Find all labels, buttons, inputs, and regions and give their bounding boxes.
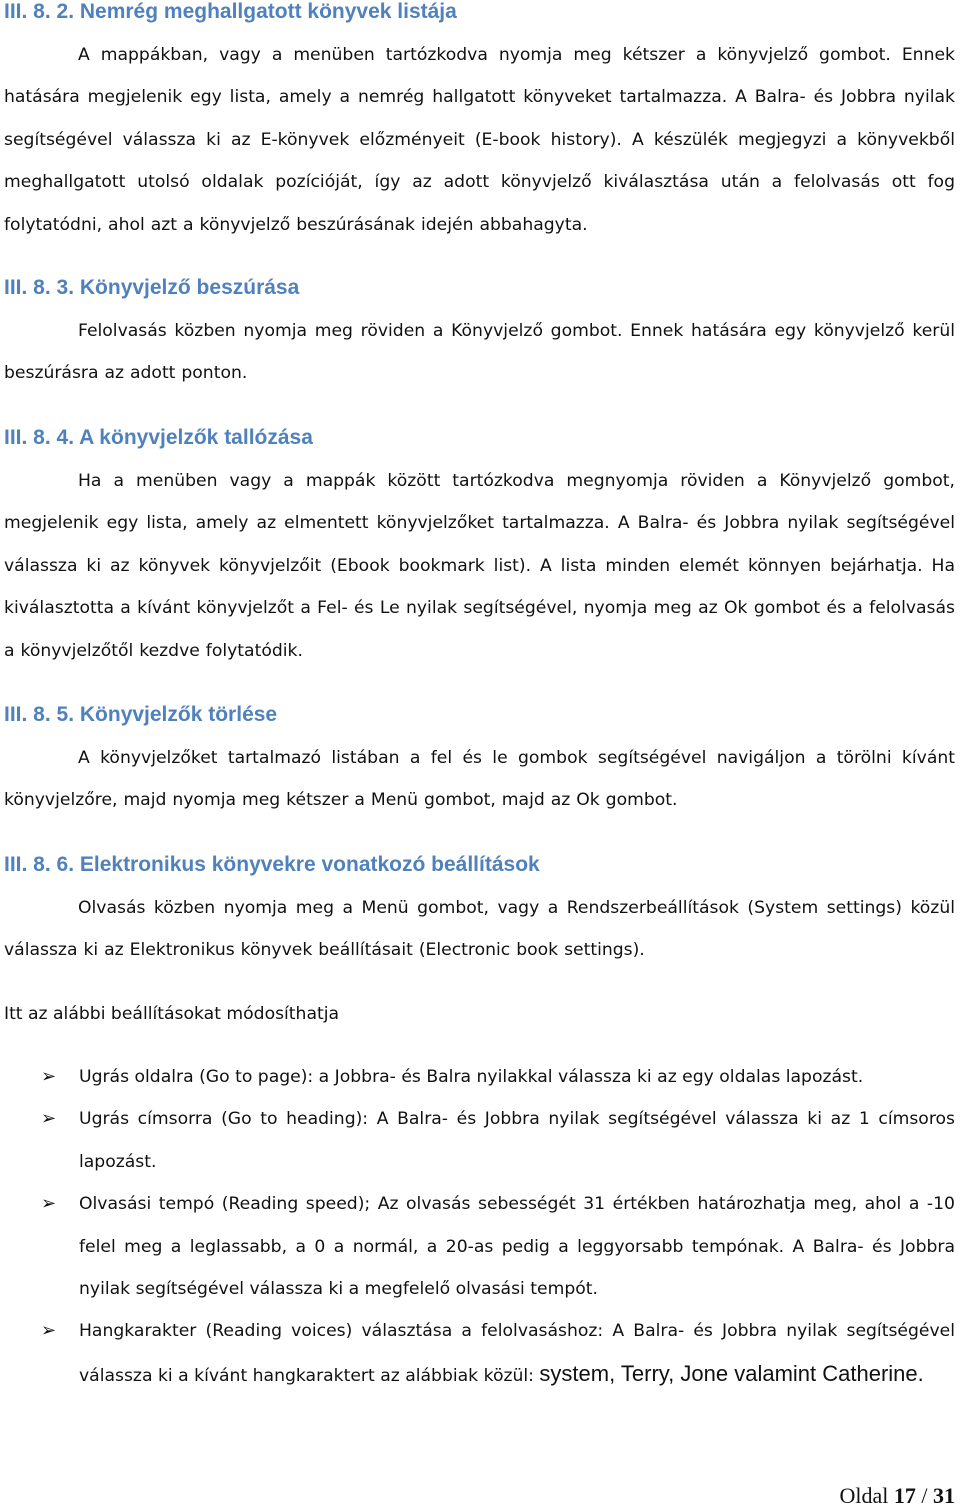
bullet-item-reading-speed bbox=[0, 1183, 955, 1310]
section-paragraph-8-3 bbox=[4, 310, 955, 395]
paragraph-text: A mappákban, vagy a menüben tartózkodva nyomja meg kétszer a könyvjelző gombot. Ennek hatására megjelenik egy lista, amely a nemrég hallgatott könyveket tartalmazza. A Balra- és Jobbra nyilak segítségével válassza ki az E-könyvek előzményeit (E-book history). A készülék megjegyzi a könyvekből meghallgatott utolsó oldalak pozícióját, így az adott könyvjelző kiválasztása után a felolvasás ott fog folytatódni, ahol azt a könyvjelző beszúrásának idején abbahagyta. bbox=[4, 45, 955, 235]
bullet-text: Ugrás címsorra (Go to heading): A Balra- és Jobbra nyilak segítségével válassza ki az 1 címsoros lapozást. bbox=[79, 1109, 955, 1172]
arrow-bullet-icon: ➢ bbox=[41, 1066, 57, 1087]
section-paragraph-8-2 bbox=[4, 34, 955, 246]
total-page-number: 31 bbox=[933, 1483, 955, 1508]
bullet-text: Hangkarakter (Reading voices) választása a felolvasáshoz: A Balra- és Jobbra nyilak segítségével válassza ki a kívánt hangkaraktert az alábbiak közül: bbox=[79, 1321, 955, 1386]
page-label: Oldal bbox=[839, 1483, 889, 1508]
section-paragraph-8-4 bbox=[4, 460, 955, 672]
section-heading-8-4: III. 8. 4. A könyvjelzők tallózása bbox=[4, 426, 313, 449]
bullet-item-reading-voices bbox=[0, 1310, 955, 1397]
section-heading-8-2: III. 8. 2. Nemrég meghallgatott könyvek listája bbox=[4, 0, 457, 23]
bullet-text: Olvasási tempó (Reading speed); Az olvasás sebességét 31 értékben határozhatja meg, ahol a -10 felel meg a leglassabb, a 0 a normál, a 20-as pedig a leggyorsabb tempónak. A Balra- és Jobbra nyilak segítségével válassza ki a megfelelő olvasási tempót. bbox=[79, 1194, 955, 1300]
settings-intro-line: Itt az alábbi beállításokat módosíthatja bbox=[4, 1004, 340, 1024]
paragraph-text: A könyvjelzőket tartalmazó listában a fel és le gombok segítségével navigáljon a törölni kívánt könyvjelzőre, majd nyomja meg kétszer a Menü gombot, majd az Ok gombot. bbox=[4, 748, 955, 811]
arrow-bullet-icon: ➢ bbox=[41, 1108, 57, 1130]
arrow-bullet-icon: ➢ bbox=[41, 1320, 57, 1342]
voice-list-text: system, Terry, Jone valamint Catherine. bbox=[539, 1360, 924, 1386]
page-separator: / bbox=[921, 1483, 928, 1508]
section-paragraph-8-6 bbox=[4, 887, 955, 972]
current-page-number: 17 bbox=[893, 1483, 916, 1508]
section-heading-8-3: III. 8. 3. Könyvjelző beszúrása bbox=[4, 276, 300, 299]
section-paragraph-8-5 bbox=[4, 737, 955, 822]
page-number-footer bbox=[839, 1484, 955, 1508]
bullet-item-go-to-page bbox=[0, 1056, 955, 1098]
section-heading-8-5: III. 8. 5. Könyvjelzők törlése bbox=[4, 703, 278, 726]
bullet-text: Ugrás oldalra (Go to page): a Jobbra- és Balra nyilakkal válassza ki az egy oldalas lapozást. bbox=[79, 1067, 864, 1087]
paragraph-text: Olvasás közben nyomja meg a Menü gombot, vagy a Rendszerbeállítások (System settings) közül válassza ki az Elektronikus könyvek beállításait (Electronic book settings). bbox=[4, 898, 955, 961]
paragraph-text: Felolvasás közben nyomja meg röviden a Könyvjelző gombot. Ennek hatására egy könyvjelző kerül beszúrásra az adott ponton. bbox=[4, 321, 955, 384]
paragraph-text: Ha a menüben vagy a mappák között tartózkodva megnyomja röviden a Könyvjelző gombot, megjelenik egy lista, amely az elmentett könyvjelzőket tartalmazza. A Balra- és Jobbra nyilak segítségével válassza ki az könyvek könyvjelzőit (Ebook bookmark list). A lista minden elemét könnyen bejárhatja. Ha kiválasztotta a kívánt könyvjelzőt a Fel- és Le nyilak segítségével, nyomja meg az Ok gombot és a felolvasás a könyvjelzőtől kezdve folytatódik. bbox=[4, 471, 955, 661]
settings-bullet-list bbox=[0, 1056, 960, 1397]
bullet-item-go-to-heading bbox=[0, 1098, 955, 1183]
arrow-bullet-icon: ➢ bbox=[41, 1193, 57, 1215]
section-heading-8-6: III. 8. 6. Elektronikus könyvekre vonatkozó beállítások bbox=[4, 853, 540, 876]
